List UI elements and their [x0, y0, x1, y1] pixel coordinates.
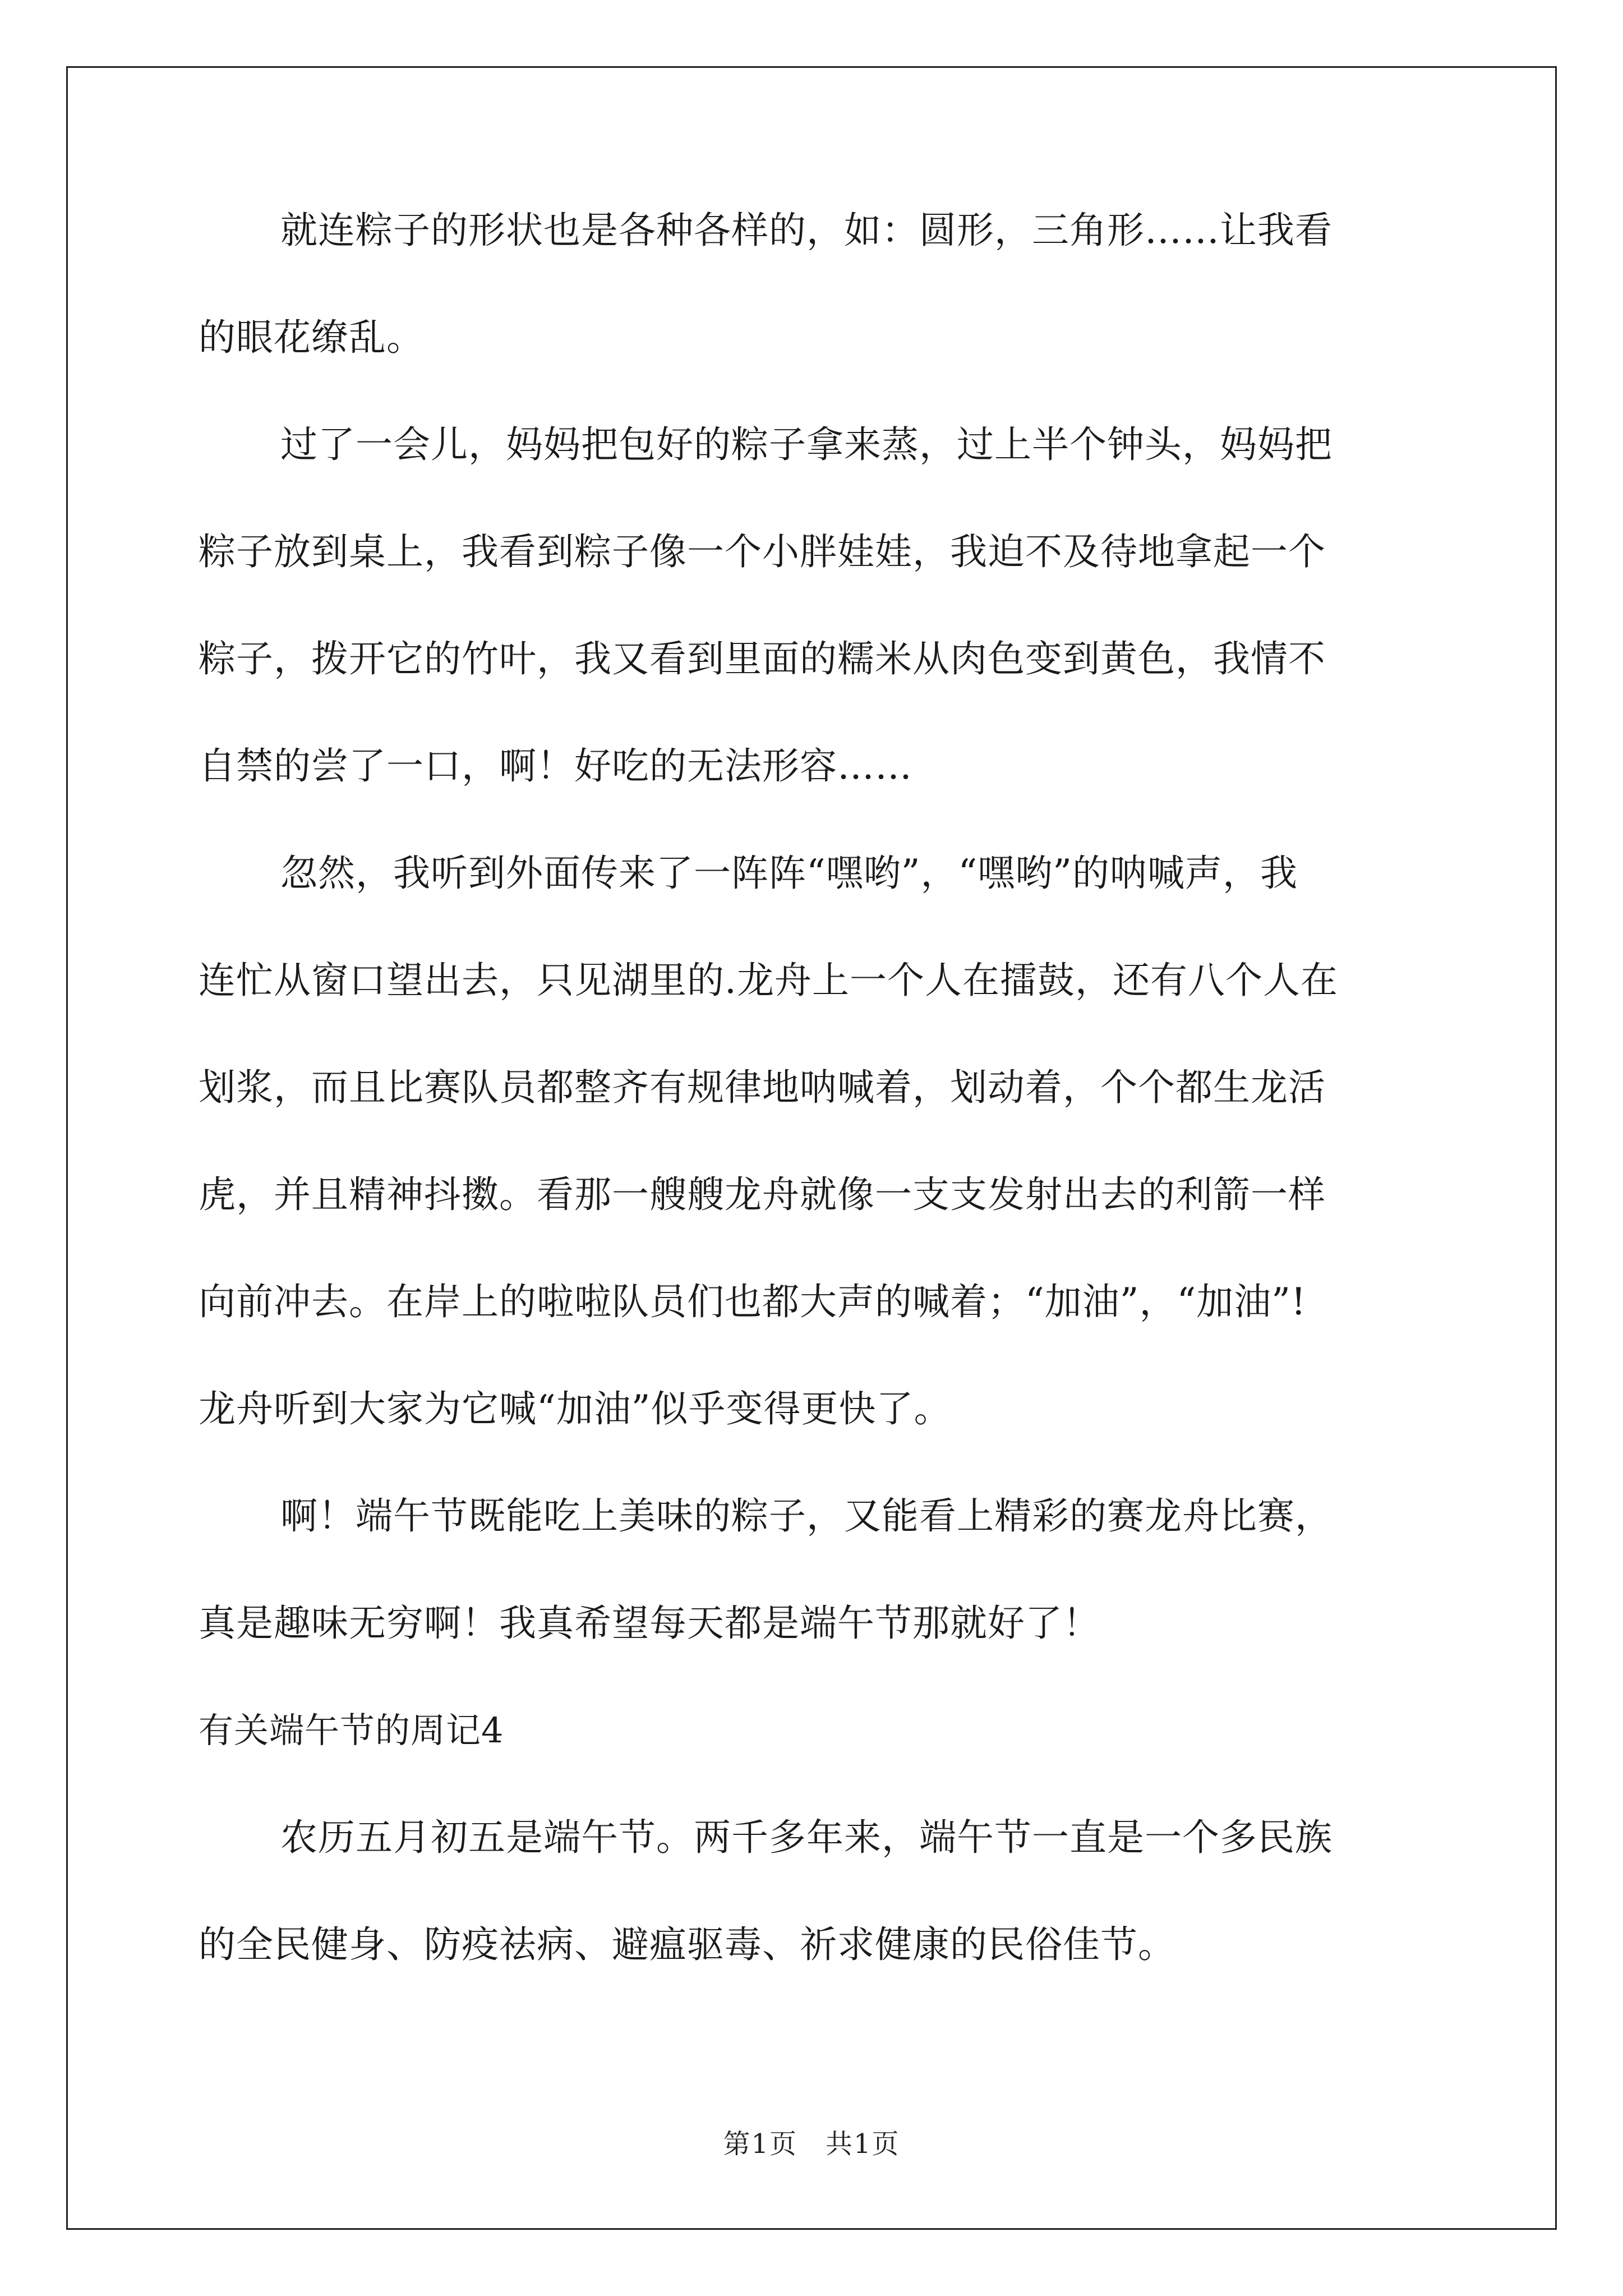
- page-number: 第1页 共1页: [723, 2128, 900, 2160]
- paragraph-line: 连忙从窗口望出去，只见湖里的.龙舟上一个人在擂鼓，还有八个人在: [199, 959, 1338, 1002]
- paragraph-line: 粽子，拨开它的竹叶，我又看到里面的糯米从肉色变到黄色，我情不: [199, 637, 1326, 680]
- paragraph-line: 向前冲去。在岸上的啦啦队员们也都大声的喊着；“加油”，“加油”!: [199, 1280, 1307, 1323]
- paragraph-line: 粽子放到桌上，我看到粽子像一个小胖娃娃，我迫不及待地拿起一个: [199, 530, 1326, 573]
- paragraph-line: 龙舟听到大家为它喊“加油”似乎变得更快了。: [199, 1387, 952, 1430]
- paragraph-line: 农历五月初五是端午节。两千多年来，端午节一直是一个多民族: [280, 1816, 1332, 1859]
- section-heading: 有关端午节的周记4: [199, 1710, 504, 1751]
- paragraph-line: 的全民健身、防疫祛病、避瘟驱毒、祈求健康的民俗佳节。: [199, 1923, 1175, 1966]
- document-body: [199, 209, 1432, 1966]
- paragraph-line: 过了一会儿，妈妈把包好的粽子拿来蒸，过上半个钟头，妈妈把: [280, 423, 1332, 466]
- paragraph-line: 忽然，我听到外面传来了一阵阵“嘿哟”，“嘿哟”的呐喊声，我: [280, 852, 1298, 895]
- paragraph-line: 啊！端午节既能吃上美味的粽子，又能看上精彩的赛龙舟比赛，: [280, 1494, 1332, 1538]
- paragraph-line: 的眼花缭乱。: [199, 316, 424, 359]
- paragraph-line: 虎，并且精神抖擞。看那一艘艘龙舟就像一支支发射出去的利箭一样: [199, 1173, 1326, 1216]
- paragraph-line: 就连粽子的形状也是各种各样的，如：圆形，三角形……让我看: [280, 209, 1332, 252]
- paragraph-line: 划浆，而且比赛队员都整齐有规律地呐喊着，划动着，个个都生龙活: [199, 1066, 1326, 1109]
- paragraph-line: 自禁的尝了一口，啊！好吃的无法形容……: [199, 744, 912, 788]
- paragraph-line: 真是趣味无穷啊！我真希望每天都是端午节那就好了！: [199, 1602, 1100, 1645]
